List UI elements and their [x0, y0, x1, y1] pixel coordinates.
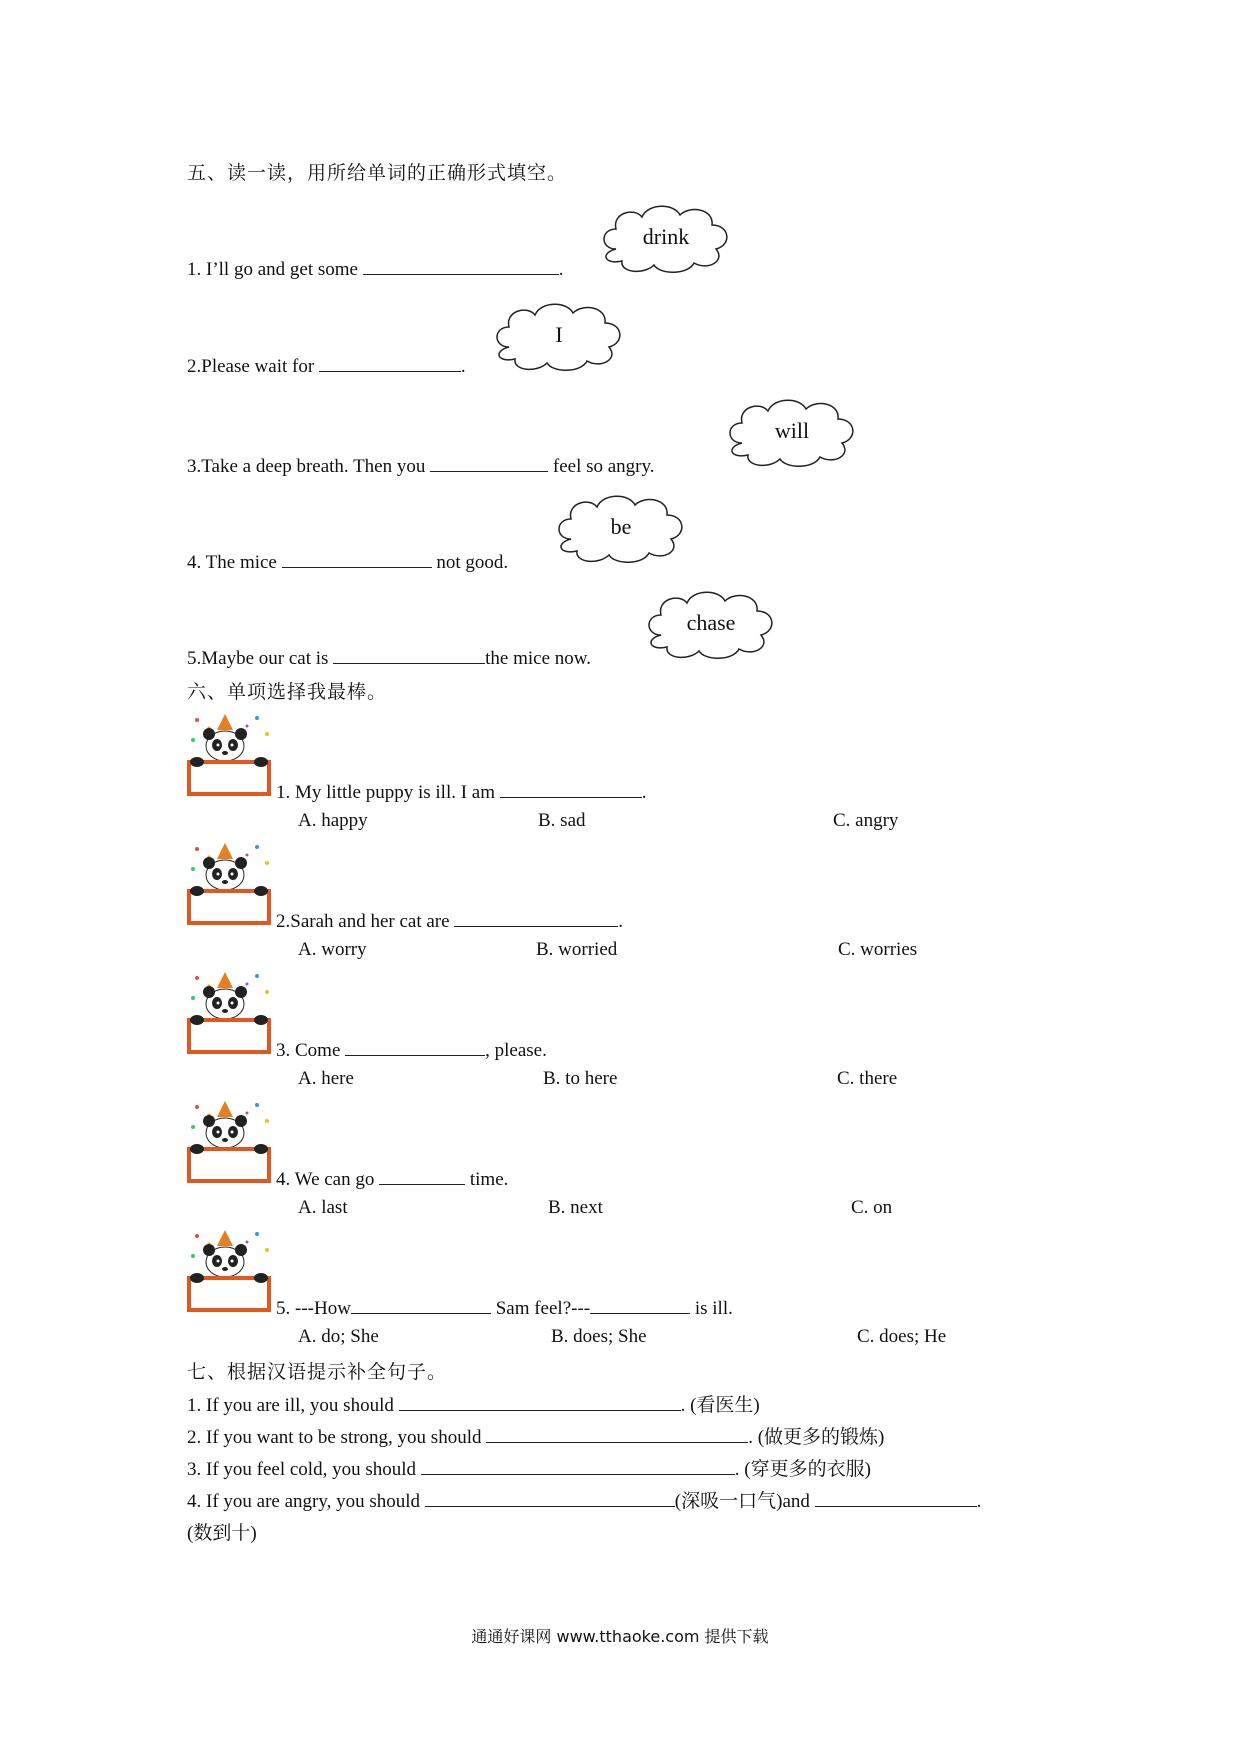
translate-item-1: 1. If you are ill, you should . (看医生) — [187, 1390, 760, 1417]
option-a[interactable]: A. last — [298, 1197, 348, 1218]
option-c[interactable]: C. there — [837, 1068, 898, 1089]
answer-blank[interactable] — [319, 353, 461, 372]
hint-word: will — [774, 417, 810, 443]
hint-word: chase — [686, 609, 736, 635]
option-b[interactable]: B. next — [548, 1197, 603, 1218]
translate-item-2: 2. If you want to be strong, you should . (做更多的锻炼) — [187, 1422, 884, 1449]
fill-item-3: 3.Take a deep breath. Then you feel so angry. — [187, 453, 655, 478]
hint-cloud-5 — [641, 585, 781, 660]
answer-blank[interactable] — [282, 549, 432, 568]
hint-cloud-4 — [551, 489, 691, 564]
answer-blank[interactable] — [351, 1295, 491, 1314]
section-five-heading: 五、读一读，用所给单词的正确形式填空。 — [187, 162, 568, 184]
panda-sign-icon — [187, 1228, 275, 1314]
section-six-heading: 六、单项选择我最棒。 — [187, 681, 388, 703]
answer-blank[interactable] — [486, 1424, 748, 1443]
option-c[interactable]: C. on — [851, 1197, 893, 1218]
option-b[interactable]: B. does; She — [551, 1326, 647, 1347]
answer-blank[interactable] — [345, 1037, 485, 1056]
section-seven-heading: 七、根据汉语提示补全句子。 — [187, 1361, 448, 1383]
translate-item-4: 4. If you are angry, you should (深吸一口气)and . — [187, 1486, 981, 1513]
option-c[interactable]: C. angry — [833, 810, 899, 831]
fill-item-1: 1. I’ll go and get some . — [187, 256, 563, 281]
answer-blank[interactable] — [815, 1488, 977, 1507]
answer-blank[interactable] — [333, 645, 485, 664]
answer-blank[interactable] — [421, 1456, 735, 1475]
hint-cloud-1 — [596, 199, 736, 274]
answer-blank[interactable] — [500, 779, 642, 798]
footer-text: 通通好课网 www.tthaoke.com 提供下载 — [471, 1627, 769, 1646]
answer-blank[interactable] — [590, 1295, 690, 1314]
hint-word: drink — [642, 223, 690, 249]
answer-blank[interactable] — [425, 1488, 675, 1507]
option-a[interactable]: A. do; She — [298, 1326, 379, 1347]
answer-blank[interactable] — [454, 908, 618, 927]
hint-word: be — [610, 513, 632, 539]
option-b[interactable]: B. to here — [543, 1068, 618, 1089]
panda-sign-icon — [187, 970, 275, 1056]
option-b[interactable]: B. worried — [536, 939, 618, 960]
option-a[interactable]: A. here — [298, 1068, 354, 1089]
translate-item-3: 3. If you feel cold, you should . (穿更多的衣服) — [187, 1454, 871, 1481]
hint-cloud-2 — [489, 297, 629, 372]
mc-question-4: 4. We can go time. — [276, 1166, 508, 1191]
mc-question-3: 3. Come , please. — [276, 1037, 547, 1062]
panda-sign-icon — [187, 1099, 275, 1185]
answer-blank[interactable] — [399, 1392, 681, 1411]
option-a[interactable]: A. happy — [298, 810, 368, 831]
fill-item-4: 4. The mice not good. — [187, 549, 508, 574]
answer-blank[interactable] — [430, 453, 548, 472]
option-c[interactable]: C. does; He — [857, 1326, 947, 1347]
option-b[interactable]: B. sad — [538, 810, 586, 831]
mc-question-2: 2.Sarah and her cat are . — [276, 908, 623, 933]
translate-item-4-continuation: (数到十) — [187, 1523, 257, 1544]
mc-question-5: 5. ---How Sam feel?--- is ill. — [276, 1295, 733, 1320]
hint-word: I — [555, 321, 563, 347]
mc-question-1: 1. My little puppy is ill. I am . — [276, 779, 647, 804]
panda-sign-icon — [187, 841, 275, 927]
answer-blank[interactable] — [363, 256, 559, 275]
option-a[interactable]: A. worry — [298, 939, 367, 960]
answer-blank[interactable] — [379, 1166, 465, 1185]
fill-item-5: 5.Maybe our cat is the mice now. — [187, 645, 591, 670]
fill-item-2: 2.Please wait for . — [187, 353, 466, 378]
option-c[interactable]: C. worries — [838, 939, 918, 960]
hint-cloud-3 — [722, 393, 862, 468]
panda-sign-icon — [187, 712, 275, 798]
